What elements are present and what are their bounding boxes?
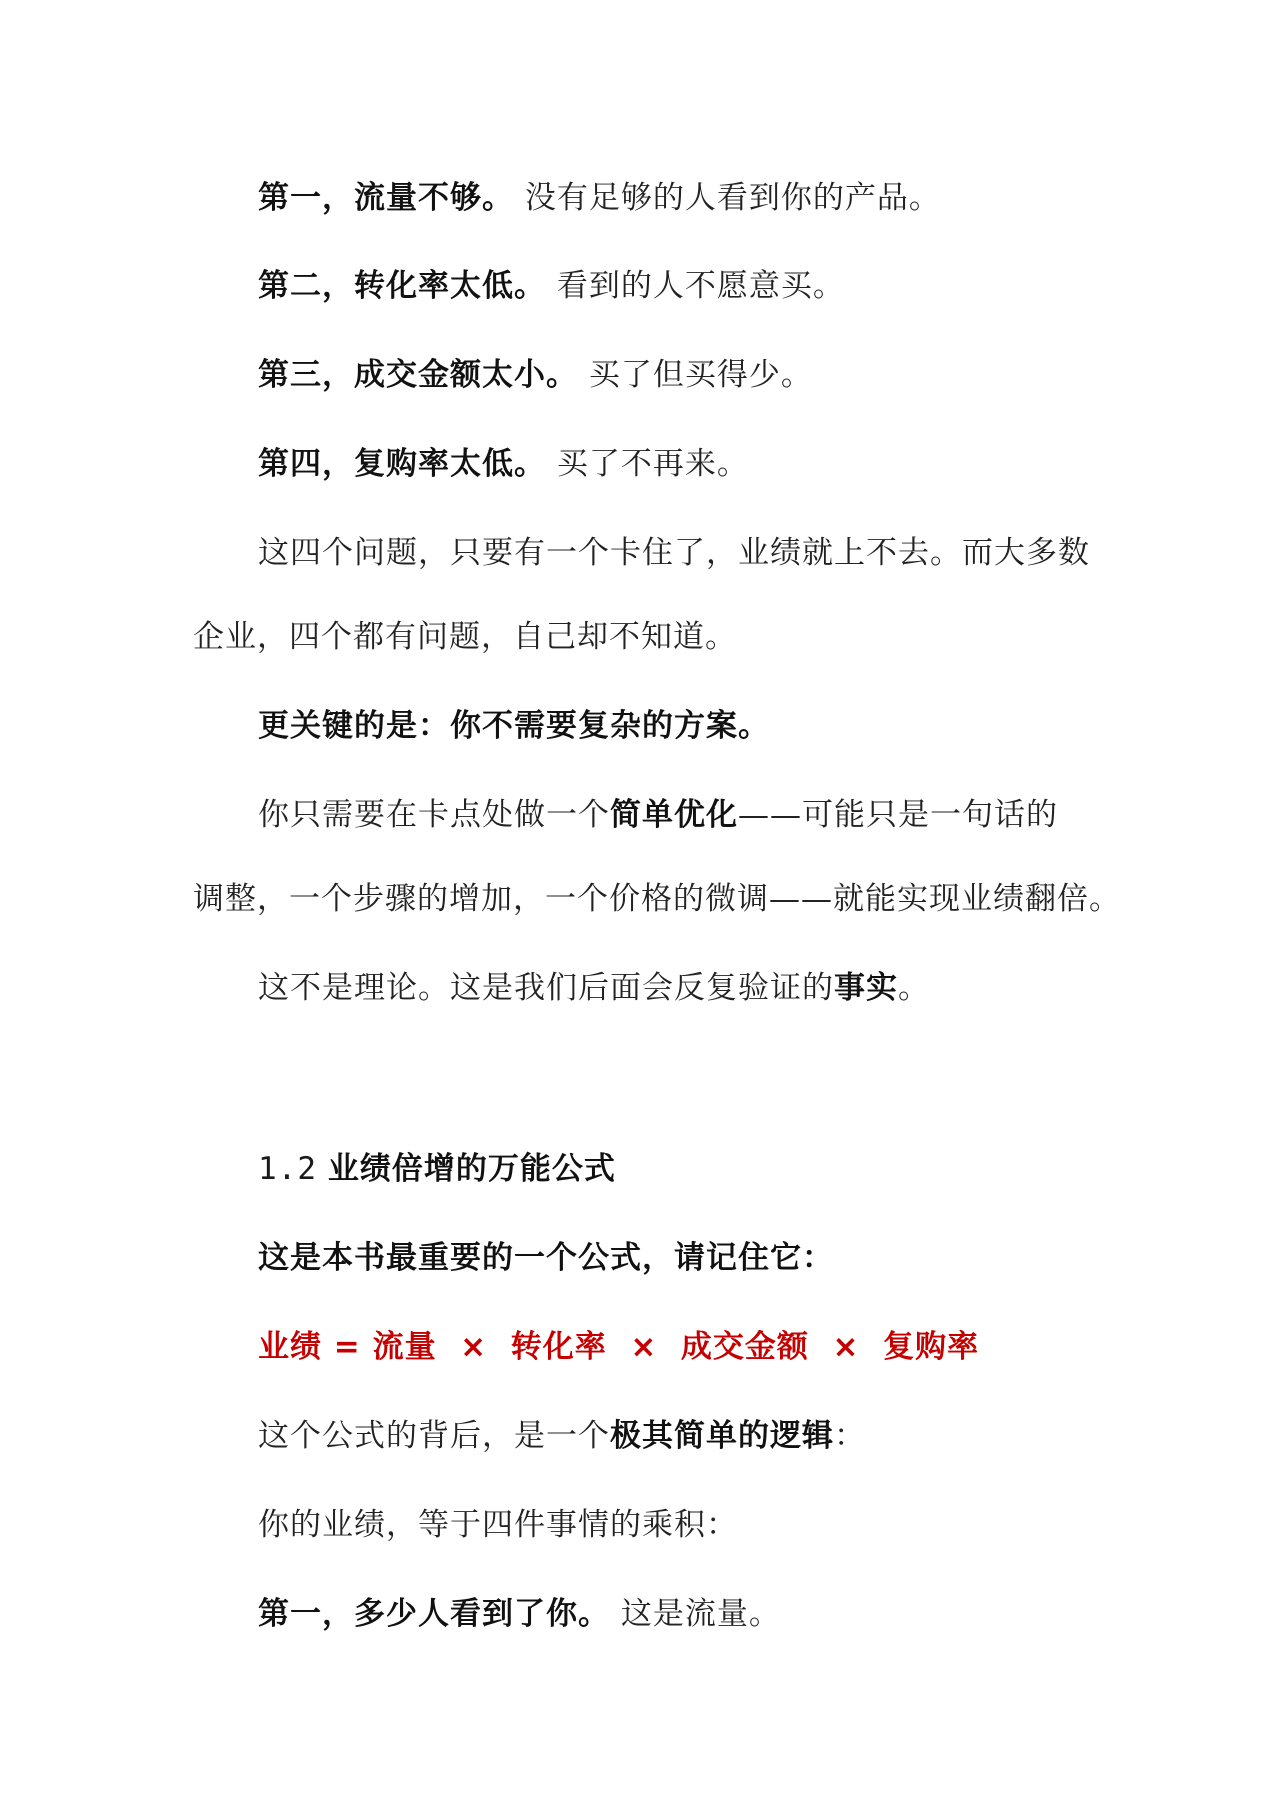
body-text: 企业，四个都有问题，自己却不知道。 xyxy=(193,619,737,655)
formula-result: 业绩 xyxy=(258,1329,322,1365)
body-text: 买了但买得少。 xyxy=(578,357,813,393)
bold-statement: 这是本书最重要的一个公式，请记住它： xyxy=(258,1240,834,1276)
paragraph-formula-logic xyxy=(258,1416,866,1456)
paragraph-fourth-repurchase xyxy=(258,444,749,484)
body-text: ： xyxy=(834,1418,866,1454)
bold-lead: 第一，流量不够。 xyxy=(258,180,514,216)
bold-lead: 第一，多少人看到了你。 xyxy=(258,1596,610,1632)
formula-term-traffic: 流量 xyxy=(372,1329,437,1365)
bold-emphasis: 事实 xyxy=(834,970,898,1006)
formula-term-amount: 成交金额 xyxy=(680,1329,809,1365)
body-text: 这是流量。 xyxy=(610,1596,781,1632)
paragraph-simple-optimization-line2 xyxy=(193,879,1121,919)
section-number: 1.2 xyxy=(258,1151,317,1187)
paragraph-first-who-sees xyxy=(258,1594,781,1634)
paragraph-third-amount xyxy=(258,355,813,395)
formula-term-conversion: 转化率 xyxy=(510,1329,607,1365)
body-text: 没有足够的人看到你的产品。 xyxy=(514,180,941,216)
paragraph-not-theory xyxy=(258,968,930,1008)
formula-times: × xyxy=(832,1329,860,1365)
formula-equals: = xyxy=(333,1329,361,1365)
bold-lead: 第四，复购率太低。 xyxy=(258,446,546,482)
section-title: 业绩倍增的万能公式 xyxy=(327,1151,616,1187)
body-text: 。 xyxy=(898,970,930,1006)
body-text: 这四个问题，只要有一个卡住了，业绩就上不去。而大多数 xyxy=(258,535,1090,571)
formula-term-repurchase: 复购率 xyxy=(883,1329,980,1365)
paragraph-key-point xyxy=(258,706,770,746)
body-text: 买了不再来。 xyxy=(546,446,749,482)
formula-intro xyxy=(258,1238,834,1278)
paragraph-four-problems-line1 xyxy=(258,533,1090,573)
body-text: 这个公式的背后，是一个 xyxy=(258,1418,610,1454)
bold-emphasis: 简单优化 xyxy=(610,797,738,833)
paragraph-product xyxy=(258,1505,738,1545)
formula-line xyxy=(258,1327,979,1367)
bold-lead: 第二，转化率太低。 xyxy=(258,268,546,304)
bold-lead: 第三，成交金额太小。 xyxy=(258,357,578,393)
paragraph-first-traffic xyxy=(258,178,941,218)
bold-statement: 更关键的是：你不需要复杂的方案。 xyxy=(258,708,770,744)
paragraph-simple-optimization-line1 xyxy=(258,795,1058,835)
bold-emphasis: 极其简单的逻辑 xyxy=(610,1418,834,1454)
body-text: ——可能只是一句话的 xyxy=(738,797,1058,833)
formula-times: × xyxy=(460,1329,488,1365)
body-text: 调整，一个步骤的增加，一个价格的微调——就能实现业绩翻倍。 xyxy=(193,881,1121,917)
paragraph-four-problems-line2 xyxy=(193,617,737,657)
section-heading xyxy=(258,1149,616,1189)
body-text: 看到的人不愿意买。 xyxy=(546,268,845,304)
body-text: 这不是理论。这是我们后面会反复验证的 xyxy=(258,970,834,1006)
body-text: 你只需要在卡点处做一个 xyxy=(258,797,610,833)
formula-times: × xyxy=(630,1329,658,1365)
body-text: 你的业绩，等于四件事情的乘积： xyxy=(258,1507,738,1543)
paragraph-second-conversion xyxy=(258,266,845,306)
